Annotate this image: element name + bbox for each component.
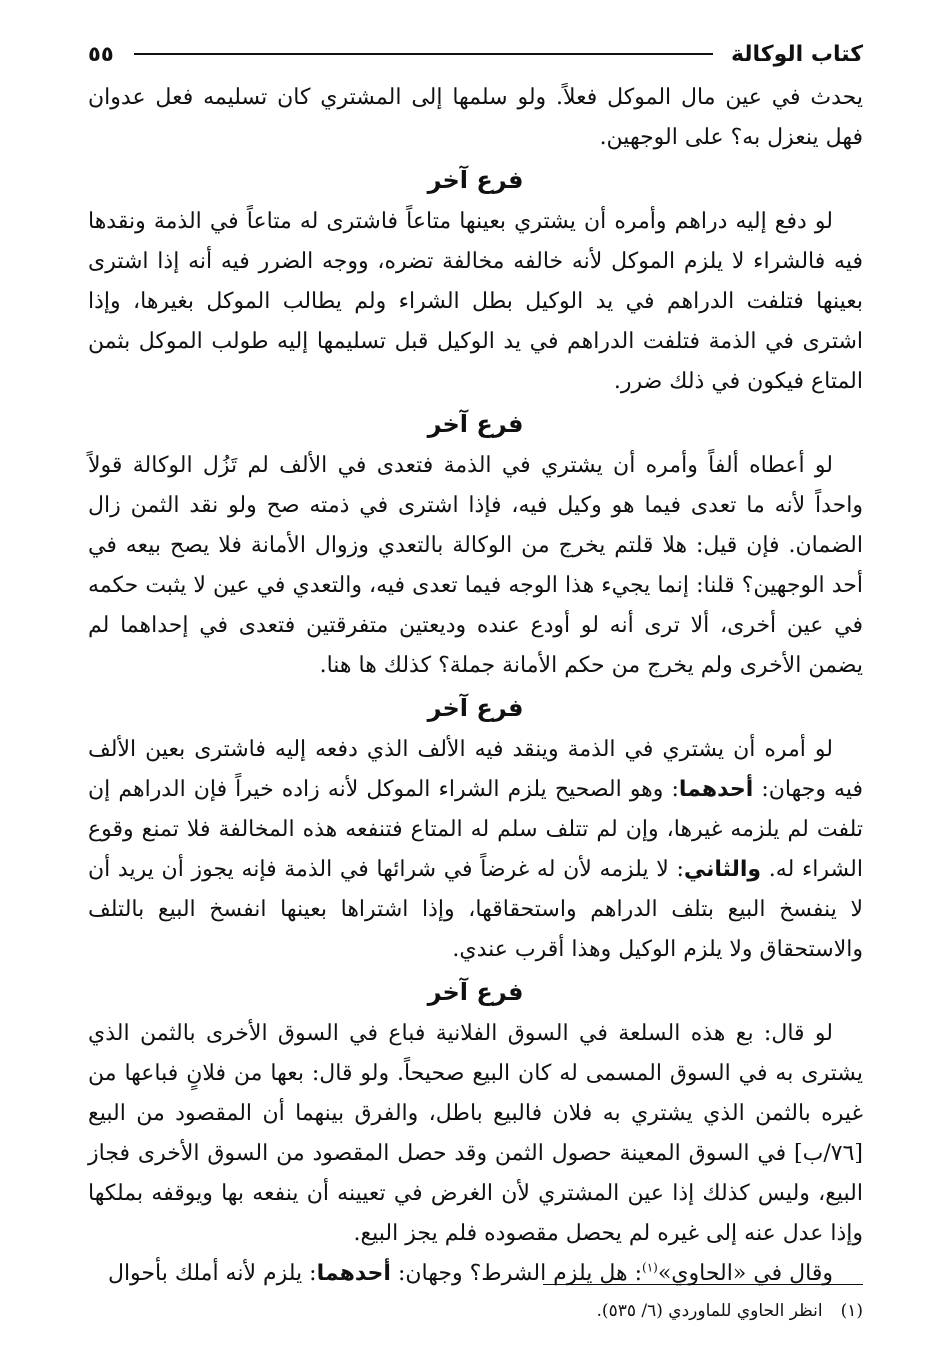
text-run: وقال في «الحاوي» bbox=[657, 1261, 833, 1286]
footnote-divider bbox=[543, 1284, 863, 1285]
text-run: : هل يلزم الشرط؟ وجهان: bbox=[397, 1261, 643, 1286]
footnote bbox=[597, 1298, 863, 1324]
footnote-reference[interactable]: (١) bbox=[642, 1260, 658, 1275]
text-run: لو أمره أن يشتري في الذمة وينقد فيه الألف الذي دفعه إليه فاشترى بعين الألف فيه وجهان: bbox=[88, 737, 863, 802]
section-heading: فرع آخر bbox=[427, 694, 524, 722]
page-number: ٥٥ bbox=[88, 42, 114, 66]
closing-paragraph bbox=[88, 1254, 863, 1294]
bold-term: والثاني bbox=[683, 857, 762, 882]
book-page bbox=[88, 30, 863, 1350]
text-run: : يلزم لأنه أملك بأحوال bbox=[107, 1261, 317, 1286]
opening-paragraph: يحدث في عين مال الموكل فعلاً. ولو سلمها إلى المشتري كان تسليمه فعل عدوان فهل ينعزل به؟ على الوجهين. bbox=[88, 85, 863, 150]
section-paragraph: لو أعطاه ألفاً وأمره أن يشتري في الذمة فتعدى في الألف لم تَزُل الوكالة قولاً واحداً لأنه ما تعدى فيما هو وكيل فيه، فإذا اشترى في ذمته صح ولو نقد الثمن زال الضمان. فإن قيل: هلا قلتم يخرج من الوكالة بالتعدي وزوال الأمانة فلا يصح بيعه في أحد الوجهين؟ قلنا: إنما يجيء هذا الوجه فيما تعدى فيه، والتعدي في عين لا يثبت حكمه في عين أخرى، ألا ترى أنه لو أودع عنده وديعتين متفرقتين فتعدى في إحداهما لم يضمن الأخرى ولم يخرج من حكم الأمانة جملة؟ كذلك ها هنا. bbox=[88, 453, 863, 678]
section-paragraph: لو قال: بع هذه السلعة في السوق الفلانية فباع في السوق الأخرى بالثمن الذي يشترى به في السوق المسمى له كان البيع صحيحاً. ولو قال: بعها من فلانٍ فباعها من غيره بالثمن الذي يشتري به فلان فالبيع باطل، والفرق بينهما أن المقصود من البيع [٧٦/ب] في السوق المعينة حصول الثمن وقد حصل المقصود من السوق الأخرى فجاز البيع، وليس كذلك إذا عين المشتري لأن الغرض في تعيينه أن ينفعه بها ويوقفه بملكها وإذا عدل عنه إلى غيره لم يحصل مقصوده فلم يجز البيع. bbox=[88, 1021, 863, 1246]
section-paragraph bbox=[88, 730, 863, 970]
section-heading: فرع آخر bbox=[427, 166, 524, 194]
footnote-number: (١) bbox=[840, 1301, 863, 1321]
section-paragraph: لو دفع إليه دراهم وأمره أن يشتري بعينها متاعاً فاشترى له متاعاً في الذمة ونقدها فيه فالشراء لا يلزم الموكل لأنه خالفه مخالفة تضره، ووجه الضرر فيه أنه إذا اشترى بعينها فتلفت الدراهم في يد الوكيل بطل الشراء ولم يطالب الموكل بغيرها، وإذا اشترى في الذمة فتلفت الدراهم في يد الوكيل قبل تسليمها إليه طولب الموكل بثمن المتاع فيكون في ذلك ضرر. bbox=[88, 209, 863, 394]
header-rule bbox=[134, 53, 713, 55]
text-run: : لا يلزمه لأن له غرضاً في شرائها في الذمة فإنه يجوز أن يريد أن لا ينفسخ البيع بتلف الدراهم واستحقاقها، وإذا اشتراها بعينها انفسخ البيع بالتلف والاستحقاق ولا يلزم الوكيل وهذا أقرب عندي. bbox=[88, 857, 863, 962]
bold-term: أحدهما bbox=[678, 777, 754, 802]
text-run: : وهو الصحيح يلزم الشراء الموكل لأنه زاده خيراً فإن الدراهم إن تلفت لم يلزمه غيرها، وإن لم تتلف سلم له المتاع فتنفعه هذه المخالفة فلا تمنع وقوع الشراء له. bbox=[88, 777, 863, 882]
bold-term: أحدهما bbox=[316, 1261, 391, 1286]
page-header bbox=[88, 30, 863, 78]
chapter-title: كتاب الوكالة bbox=[730, 41, 863, 67]
page-body bbox=[88, 78, 863, 1294]
section-heading: فرع آخر bbox=[427, 978, 524, 1006]
section-heading: فرع آخر bbox=[427, 410, 524, 438]
footnote-text: انظر الحاوي للماوردي (٦/ ٥٣٥). bbox=[596, 1301, 823, 1321]
